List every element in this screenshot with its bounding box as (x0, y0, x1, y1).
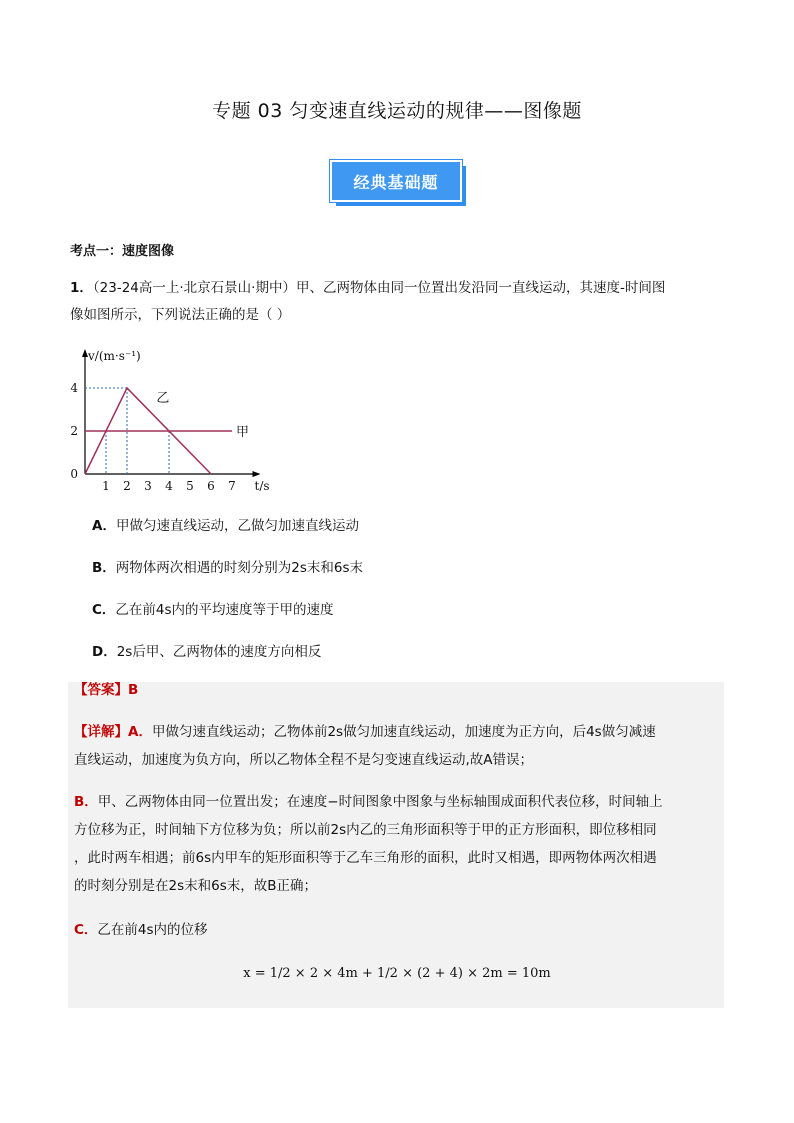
detail-c-text-1: 乙在前4s内的位移 (97, 922, 208, 938)
series-label-0: 甲 (236, 425, 250, 440)
detail-b-line1 (74, 788, 719, 816)
detail-b-line2: 方位移为正，时间轴下方位移为负；所以前2s内乙的三角形面积等于甲的正方形面积，即位移相同 (74, 822, 657, 838)
x-tick-label-3: 4 (165, 479, 173, 493)
badge (330, 160, 468, 208)
detail-c-line1 (74, 916, 719, 944)
option-b-text: 两物体两次相遇的时刻分别为2s末和6s末 (115, 560, 364, 576)
document-title: 专题 03 匀变速直线运动的规律——图像题 (212, 100, 582, 122)
section-heading: 考点一：速度图像 (70, 244, 175, 259)
option-d (92, 640, 321, 660)
x-tick-label-2: 3 (144, 479, 152, 493)
badge-label: 经典基础题 (353, 172, 439, 192)
option-b (92, 556, 363, 576)
detail-c-label: C． (74, 922, 98, 938)
detail-a-line2: 直线运动，加速度为负方向，所以乙物体全程不是匀变速直线运动,故A错误； (74, 752, 534, 768)
option-c-label: C． (92, 602, 116, 618)
series-label-1: 乙 (156, 390, 170, 406)
question-source: （23-24高一上·北京石景山·期中） (92, 280, 296, 296)
x-tick-label-1: 2 (123, 479, 131, 493)
option-a (92, 514, 359, 534)
answer-tag: 【答案】 (74, 682, 128, 698)
badge-box (330, 160, 462, 202)
question-number: 1． (70, 280, 93, 296)
question-text-1: 甲、乙两物体由同一位置出发沿同一直线运动，其速度-时间图 (295, 280, 666, 296)
velocity-time-chart (66, 345, 286, 495)
option-b-label: B． (92, 560, 116, 576)
option-d-text: 2s后甲、乙两物体的速度方向相反 (116, 644, 322, 660)
detail-a-label: A． (128, 724, 152, 740)
y-tick-label-2: 0 (70, 467, 78, 481)
option-c (92, 598, 334, 618)
x-tick-label-5: 6 (207, 479, 215, 493)
detail-a-line1 (74, 718, 719, 746)
displacement-formula: x = 1/2 × 2 × 4m + 1/2 × (2 + 4) × 2m = 10m (243, 966, 551, 981)
detail-b-line4: 的时刻分别是在2s末和6s末，故B正确； (74, 878, 318, 894)
detail-tag: 【详解】 (74, 724, 128, 740)
question-stem-line2: 像如图所示，下列说法正确的是（ ） (70, 307, 291, 323)
option-a-label: A． (92, 518, 116, 534)
x-tick-label-4: 5 (186, 479, 194, 493)
option-d-label: D． (92, 644, 117, 660)
detail-a-text-1: 甲做匀速直线运动；乙物体前2s做匀加速直线运动，加速度为正方向，后4s做匀减速 (151, 724, 656, 740)
option-a-text: 甲做匀速直线运动，乙做匀加速直线运动 (115, 518, 359, 534)
detail-b-line3: ，此时两车相遇；前6s内甲车的矩形面积等于乙车三角形的面积，此时又相遇，即两物体两次相遇 (74, 850, 657, 866)
answer-line (74, 676, 719, 704)
detail-b-text-1: 甲、乙两物体由同一位置出发；在速度−时间图象中图象与坐标轴围成面积代表位移，时间轴上 (97, 794, 663, 810)
detail-b-label: B． (74, 794, 98, 810)
x-tick-label-0: 1 (102, 479, 110, 493)
x-axis-label: t/s (254, 479, 270, 493)
y-axis-label: v/(m·s⁻¹) (88, 349, 141, 363)
x-tick-label-6: 7 (228, 479, 236, 493)
answer-value: B (128, 682, 139, 698)
question-stem-line1 (70, 276, 730, 300)
option-c-text: 乙在前4s内的平均速度等于甲的速度 (115, 602, 334, 618)
x-axis-arrow (253, 471, 261, 477)
y-tick-label-0: 4 (70, 381, 78, 395)
y-tick-label-1: 2 (70, 424, 78, 438)
